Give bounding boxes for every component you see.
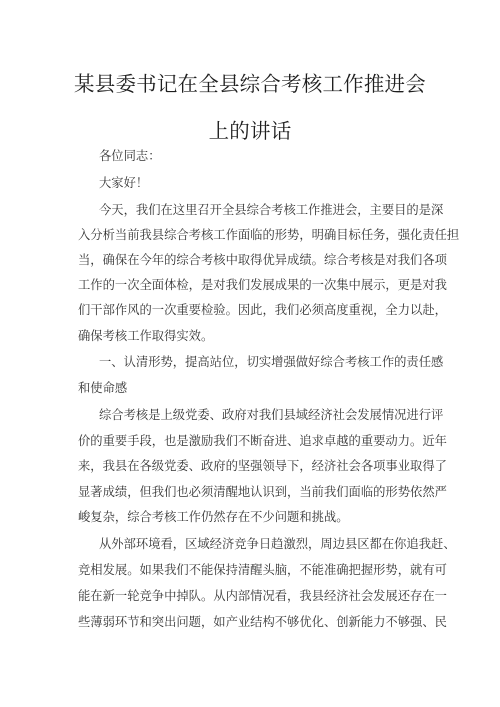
paragraph-line: 些薄弱环节和突出问题，如产业结构不够优化、创新能力不够强、民: [78, 615, 447, 629]
paragraph-line: 能在新一轮竞争中掉队。从内部情况看，我县经济社会发展还存在一: [78, 589, 447, 603]
paragraph-line: 从外部环境看，区域经济竞争日趋激烈，周边县区都在你追我赶、: [99, 537, 456, 551]
document-title-line-2: 上的讲话: [208, 119, 292, 143]
paragraph-line: 显著成绩，但我们也必须清醒地认识到，当前我们面临的形势依然严: [78, 485, 447, 499]
paragraph-line: 综合考核是上级党委、政府对我们县域经济社会发展情况进行评: [99, 408, 444, 422]
paragraph-line: 们干部作风的一次重要检验。因此，我们必须高度重视，全力以赴，: [78, 303, 447, 317]
paragraph-line: 入分析当前我县综合考核工作面临的形势，明确目标任务，强化责任担: [78, 228, 460, 242]
paragraph-line: 竞相发展。如果我们不能保持清醒头脑，不能准确把握形势，就有可: [78, 563, 447, 577]
paragraph-line: 当，确保在今年的综合考核中取得优异成绩。综合考核是对我们各项: [78, 253, 447, 267]
paragraph-line: 确保考核工作取得实效。: [78, 329, 214, 343]
section-heading-line: 一、认清形势，提高站位，切实增强做好综合考核工作的责任感: [99, 355, 444, 369]
paragraph-line: 工作的一次全面体检，是对我们发展成果的一次集中展示，更是对我: [78, 278, 447, 292]
paragraph-line: 来，我县在各级党委、政府的坚强领导下，经济社会各项事业取得了: [78, 459, 447, 473]
paragraph-line: 今天，我们在这里召开全县综合考核工作推进会，主要目的是深: [99, 203, 444, 217]
document-title-line-1: 某县委书记在全县综合考核工作推进会: [74, 72, 426, 96]
section-heading-line: 和使命感: [78, 381, 128, 395]
salutation: 各位同志：: [99, 149, 161, 163]
paragraph-line: 价的重要手段，也是激励我们不断奋进、追求卓越的重要动力。近年: [78, 434, 447, 448]
greeting: 大家好！: [99, 176, 149, 190]
paragraph-line: 峻复杂，综合考核工作仍然存在不少问题和挑战。: [78, 510, 349, 524]
